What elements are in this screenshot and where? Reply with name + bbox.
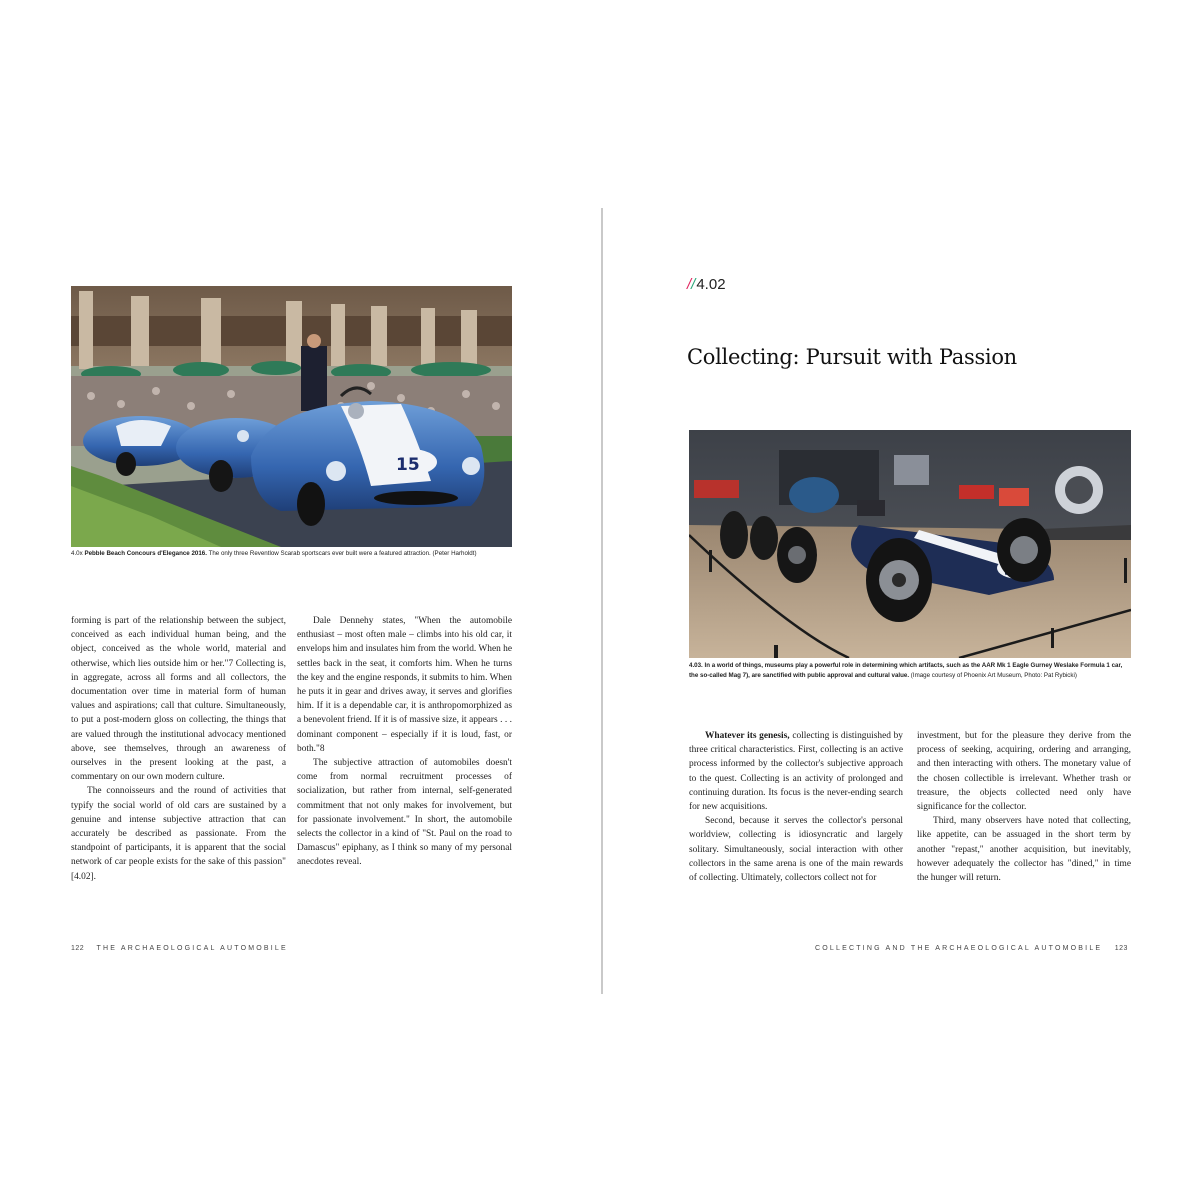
left-folio [71, 945, 288, 952]
caption-text: The only three Reventlow Scarab sportscars ever built were a featured attraction. [208, 550, 431, 557]
right-body-column-1 [689, 729, 903, 885]
page-number: 122 [71, 945, 85, 952]
left-body-column-1 [71, 614, 286, 884]
caption-title: In a world of things, museums play a powerful role in determining which artifacts, such as the AAR Mk 1 Eagle Gurney Weslake Formula 1 car, the so-called Mag 7), are sanctified with public approval and cultural value. [689, 662, 1123, 679]
section-slash-icon: / [687, 276, 692, 293]
page-number: 123 [1114, 945, 1128, 952]
caption-credit: (Image courtesy of Phoenix Art Museum, Photo: Pat Rybicki) [910, 672, 1077, 679]
chapter-section-title: Collecting: Pursuit with Passion [687, 345, 1017, 369]
caption-title: Pebble Beach Concours d'Elegance 2016. [84, 550, 207, 557]
paragraph: Second, because it serves the collector's personal worldview, collecting is idiosyncratic and largely solitary. Simultaneously, social interaction with other collectors in the same arena is one of the main rewards of collecting. Ultimately, collectors collect not for [689, 816, 903, 884]
caption-label: 4.0x [71, 550, 83, 557]
running-head: COLLECTING AND THE ARCHAEOLOGICAL AUTOMOBILE [815, 945, 1103, 952]
paragraph: Third, many observers have noted that collecting, like appetite, can be assuaged in the short term by another "repast," another acquisition, but inevitably, however adequately the collector has "dined," in time the hunger will return. [917, 816, 1131, 884]
museum-racecar-illustration [689, 430, 1131, 658]
running-head: THE ARCHAEOLOGICAL AUTOMOBILE [96, 945, 288, 952]
left-body-column-2 [297, 614, 512, 870]
paragraph: The subjective attraction of automobiles doesn't come from normal recruitment processes of socialization, but rather from internal, self-generated commitment that not only makes for involvement, but for passionate involvement." In short, the automobile selects the collector in a kind of "St. Paul on the road to Damascus" epiphany, as I think so many of my personal anecdotes reveal. [297, 758, 512, 868]
paragraph: investment, but for the pleasure they derive from the process of seeking, acquiring, ordering and arranging, and then interacting with others. The monetary value of the chosen collectible is irrelevant. Whether trash or treasure, the objects collected need only have significance for the collector. [917, 731, 1131, 813]
paragraph-text: collecting is distinguished by three critical characteristics. First, collecting is an active process informed by the collector's subjective approach to the quest. Collecting is an activity of prolonged and continuing duration. Its focus is the never-ending search for new acquisitions. [689, 731, 903, 813]
paragraph: forming is part of the relationship between the subject, conceived as each individual human being, and the object, conceived as the whole world, material and otherwise, which lies outside him or her."7 Collecting is, in aggregate, across all forms and all collectors, the documentation over time in material form of human values and aspirations; call that culture. Simultaneously, to put a post-modern gloss on collecting, the things that are valued through the institutional advocacy mentioned above, see themselves, through an awareness of ourselves in the present looking at the past, a commentary on our own modern culture. [71, 616, 286, 783]
caption-credit: (Peter Harholdt) [432, 550, 477, 557]
figure-caption [71, 549, 512, 559]
paragraph: The connoisseurs and the round of activities that typify the social world of old cars are sustained by a genuine and intense subjective attraction that can accurately be described as passionate. From the standpoint of participants, it is apparent that the social network of car people exists for the sake of this passion" [4.02]. [71, 786, 286, 882]
right-body-column-2 [917, 729, 1131, 885]
figure-caption [689, 661, 1131, 681]
section-number-text: 4.02 [696, 276, 726, 293]
section-number [687, 276, 726, 293]
caption-label: 4.03. [689, 662, 703, 669]
figure-museum-photo [689, 430, 1131, 658]
car-number-15: 15 [396, 455, 420, 475]
paragraph-lead-in: Whatever its genesis, [705, 731, 790, 741]
section-slash-icon: / [691, 276, 696, 293]
figure-scarab-photo [71, 286, 512, 547]
paragraph: Dale Dennehy states, "When the automobile enthusiast – most often male – climbs into his old car, it envelops him and insulates him from the world. When he settles back in the seat, it comforts him. When he turns the key and the engine responds, it submits to him. When he puts it in gear and drives away, it serves and glorifies him. If it is a dependable car, it is anthropomorphized as a benevolent friend. If it is of massive size, it appears . . . dominant component – especially if it is loud, fast, or both."8 [297, 616, 512, 754]
paragraph [689, 729, 903, 814]
right-folio [815, 945, 1128, 952]
scarab-cars-illustration [71, 286, 512, 547]
